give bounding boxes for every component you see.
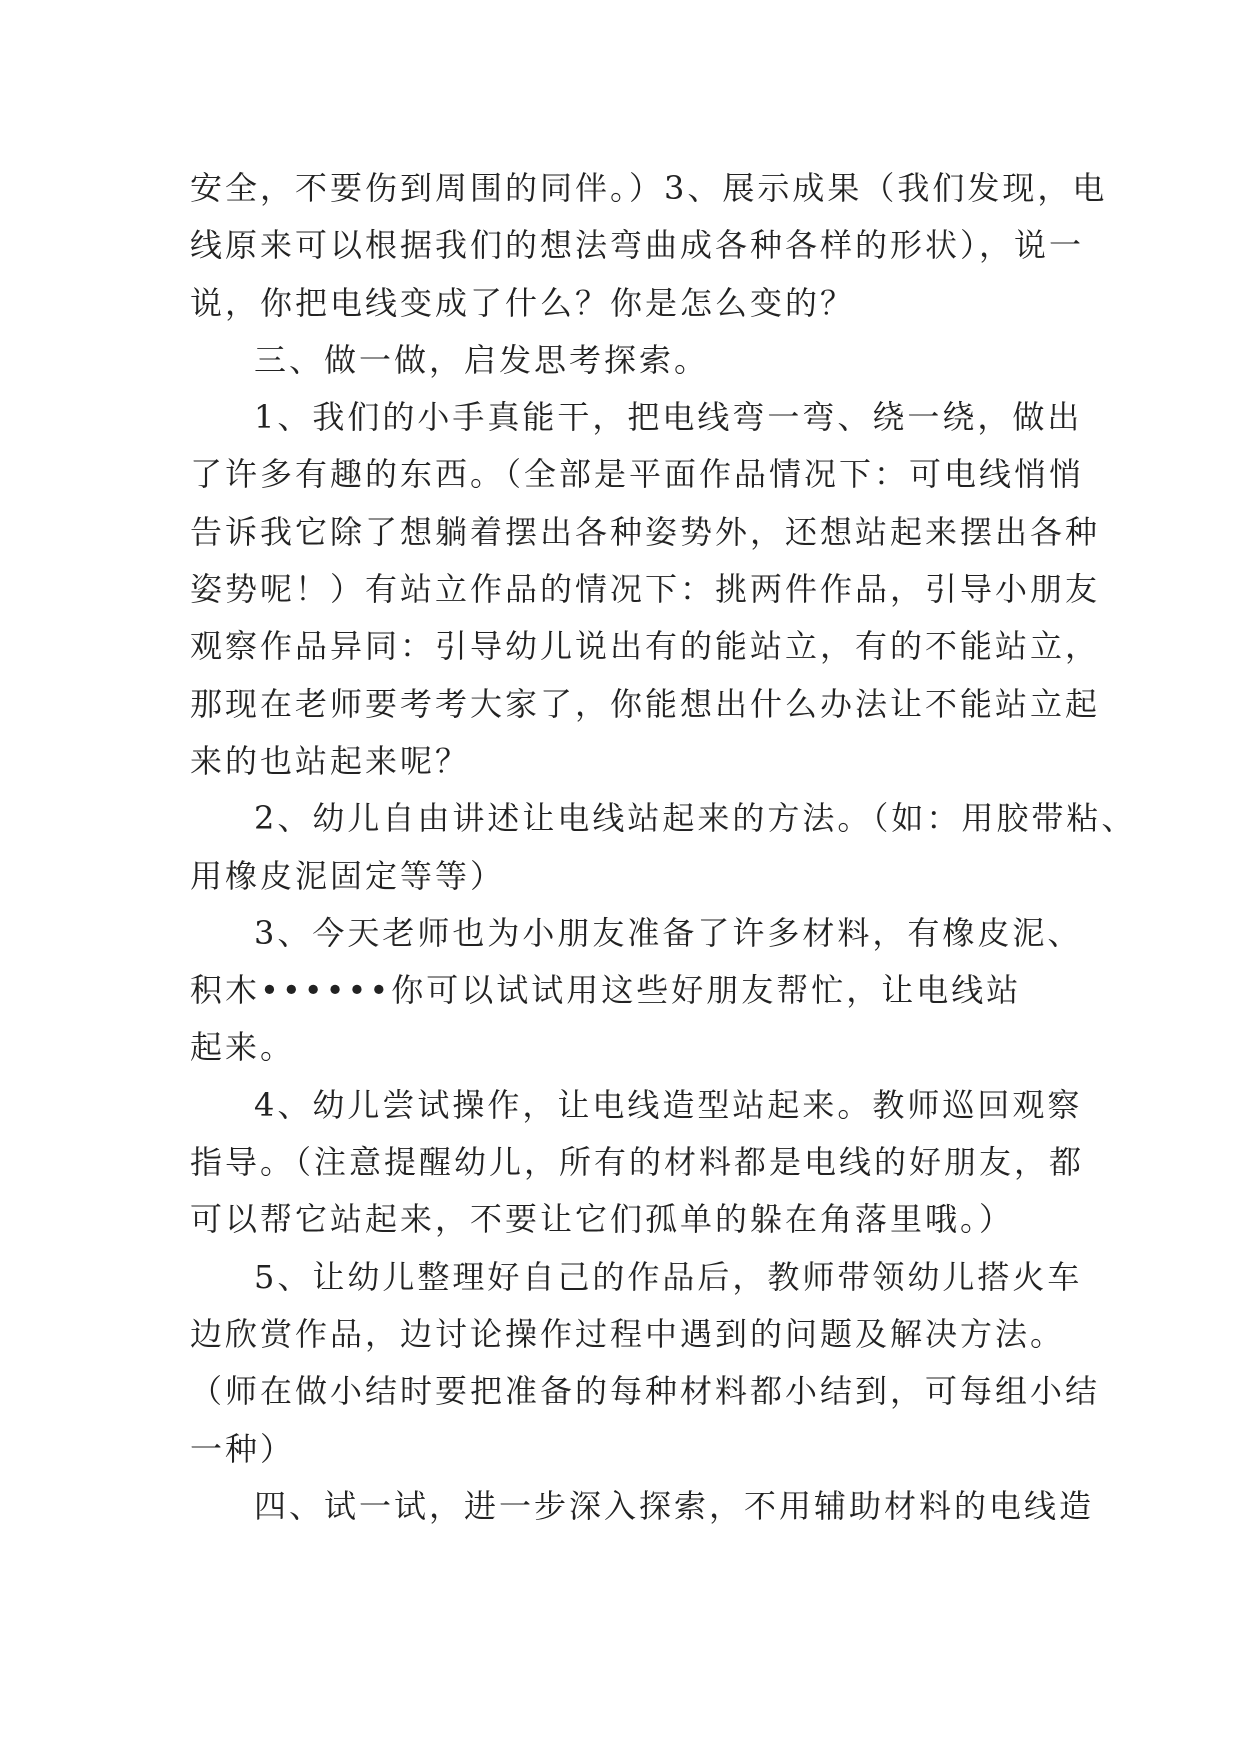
text-line: 指导。（注意提醒幼儿，所有的材料都是电线的好朋友，都 [190, 1143, 1085, 1182]
text-line: 说，你把电线变成了什么？你是怎么变的？ [190, 283, 856, 322]
text-line: 1、我们的小手真能干，把电线弯一弯、绕一绕，做出 [254, 398, 1083, 437]
text-line: 4、幼儿尝试操作，让电线造型站起来。教师巡回观察 [254, 1085, 1083, 1124]
text-line: 一种） [190, 1429, 296, 1468]
text-line: 来的也站起来呢？ [190, 741, 471, 780]
text-line: 姿势呢！）有站立作品的情况下：挑两件作品，引导小朋友 [190, 570, 1101, 609]
text-line: 安全，不要伤到周围的同伴。）3、展示成果（我们发现，电 [190, 169, 1108, 207]
text-line: 了许多有趣的东西。（全部是平面作品情况下：可电线悄悄 [190, 455, 1085, 494]
text-line: 可以帮它站起来，不要让它们孤单的躲在角落里哦。） [190, 1200, 1015, 1239]
text-line: 三、做一做，启发思考探索。 [254, 340, 710, 379]
text-line: 起来。 [190, 1028, 296, 1067]
text-line: 观察作品异同：引导幼儿说出有的能站立，有的不能站立， [190, 627, 1101, 666]
text-line: 5、让幼儿整理好自己的作品后，教师带领幼儿搭火车 [254, 1257, 1083, 1296]
text-line: 积木••••••你可以试试用这些好朋友帮忙，让电线站 [190, 971, 1022, 1010]
text-line: （师在做小结时要把准备的每种材料都小结到，可每组小结 [190, 1372, 1101, 1411]
text-line: 那现在老师要考考大家了，你能想出什么办法让不能站立起 [190, 684, 1101, 723]
body-text [190, 160, 1137, 1535]
text-line: 用橡皮泥固定等等） [190, 856, 506, 895]
text-line: 边欣赏作品，边讨论操作过程中遇到的问题及解决方法。 [190, 1314, 1066, 1353]
text-line: 2、幼儿自由讲述让电线站起来的方法。（如：用胶带粘、 [254, 799, 1137, 838]
text-line: 告诉我它除了想躺着摆出各种姿势外，还想站起来摆出各种 [190, 512, 1101, 551]
text-line: 3、今天老师也为小朋友准备了许多材料，有橡皮泥、 [254, 913, 1083, 952]
text-line: 线原来可以根据我们的想法弯曲成各种各样的形状），说一 [190, 226, 1085, 265]
text-line: 四、试一试，进一步深入探索，不用辅助材料的电线造 [254, 1486, 1095, 1525]
